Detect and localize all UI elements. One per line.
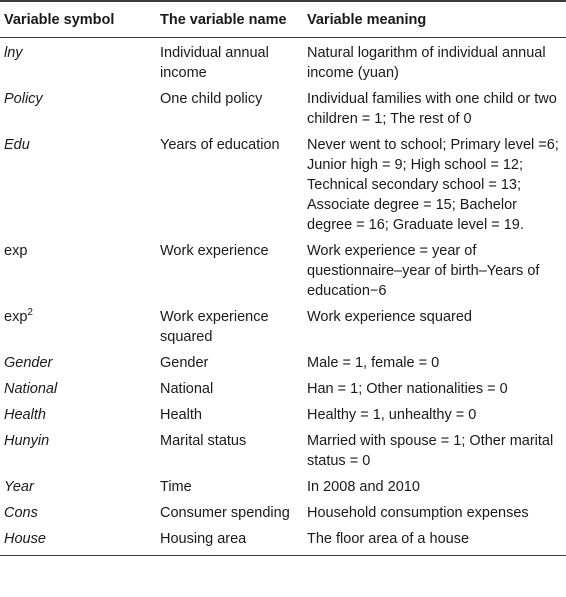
table-row: [0, 474, 566, 500]
cell-name: Work experience: [160, 243, 269, 259]
table-row: [0, 350, 566, 376]
cell-symbol: Year: [4, 479, 34, 495]
table-row: [0, 304, 566, 350]
cell-name: Housing area: [156, 526, 303, 556]
cell-name: Health: [160, 407, 202, 423]
cell-name: National: [160, 381, 214, 397]
table-row: [0, 132, 566, 238]
cell-symbol: Hunyin: [4, 433, 50, 449]
table-row: [0, 526, 566, 556]
header-row: [0, 1, 566, 38]
table-row: [0, 86, 566, 132]
table-row: [0, 402, 566, 428]
cell-meaning: Han = 1; Other nationalities = 0: [307, 381, 508, 397]
cell-symbol: Policy: [4, 91, 43, 107]
cell-symbol: Health: [4, 407, 46, 423]
symbol-superscript: 2: [27, 307, 33, 319]
table-header: [0, 1, 566, 38]
cell-meaning: Natural logarithm of individual annual income (yuan): [307, 45, 546, 81]
cell-meaning: Married with spouse = 1; Other marital status = 0: [307, 433, 554, 469]
header-variable-name: The variable name: [156, 1, 303, 38]
cell-meaning: The floor area of a house: [303, 526, 566, 556]
cell-name: Work experience squared: [160, 309, 269, 345]
table-row: [0, 38, 566, 87]
cell-meaning: Work experience = year of questionnaire–year of birth–Years of education−6: [307, 243, 540, 299]
table-row: [0, 500, 566, 526]
cell-meaning: Individual families with one child or two children = 1; The rest of 0: [307, 91, 557, 127]
cell-name: Marital status: [160, 433, 247, 449]
table-row: [0, 238, 566, 304]
cell-name: Individual annual income: [160, 45, 269, 81]
cell-meaning: In 2008 and 2010: [307, 479, 420, 495]
header-variable-meaning: Variable meaning: [303, 1, 566, 38]
cell-name: Time: [160, 479, 192, 495]
cell-meaning: Household consumption expenses: [307, 505, 529, 521]
cell-symbol: Gender: [4, 355, 53, 371]
cell-name: One child policy: [160, 91, 263, 107]
cell-meaning: Male = 1, female = 0: [307, 355, 440, 371]
cell-symbol: lny: [4, 45, 23, 61]
cell-name: Years of education: [160, 137, 280, 153]
cell-symbol: exp: [4, 243, 28, 259]
cell-symbol: Cons: [4, 505, 38, 521]
cell-name: Gender: [160, 355, 209, 371]
table-row: [0, 428, 566, 474]
table-row: [0, 376, 566, 402]
cell-meaning: Work experience squared: [307, 309, 472, 325]
symbol-base: exp: [4, 309, 28, 325]
cell-symbol: National: [4, 381, 58, 397]
cell-symbol: [0, 304, 156, 350]
table-body: [0, 38, 566, 556]
header-variable-symbol: Variable symbol: [0, 1, 156, 38]
cell-symbol: House: [0, 526, 156, 556]
cell-meaning: Healthy = 1, unhealthy = 0: [307, 407, 477, 423]
cell-symbol: Edu: [4, 137, 30, 153]
cell-meaning: Never went to school; Primary level =6; Junior high = 9; High school = 12; Technical secondary school = 13; Associate degree = 15; Bachelor degree = 16; Graduate level = 19.: [307, 137, 559, 233]
cell-name: Consumer spending: [160, 505, 290, 521]
